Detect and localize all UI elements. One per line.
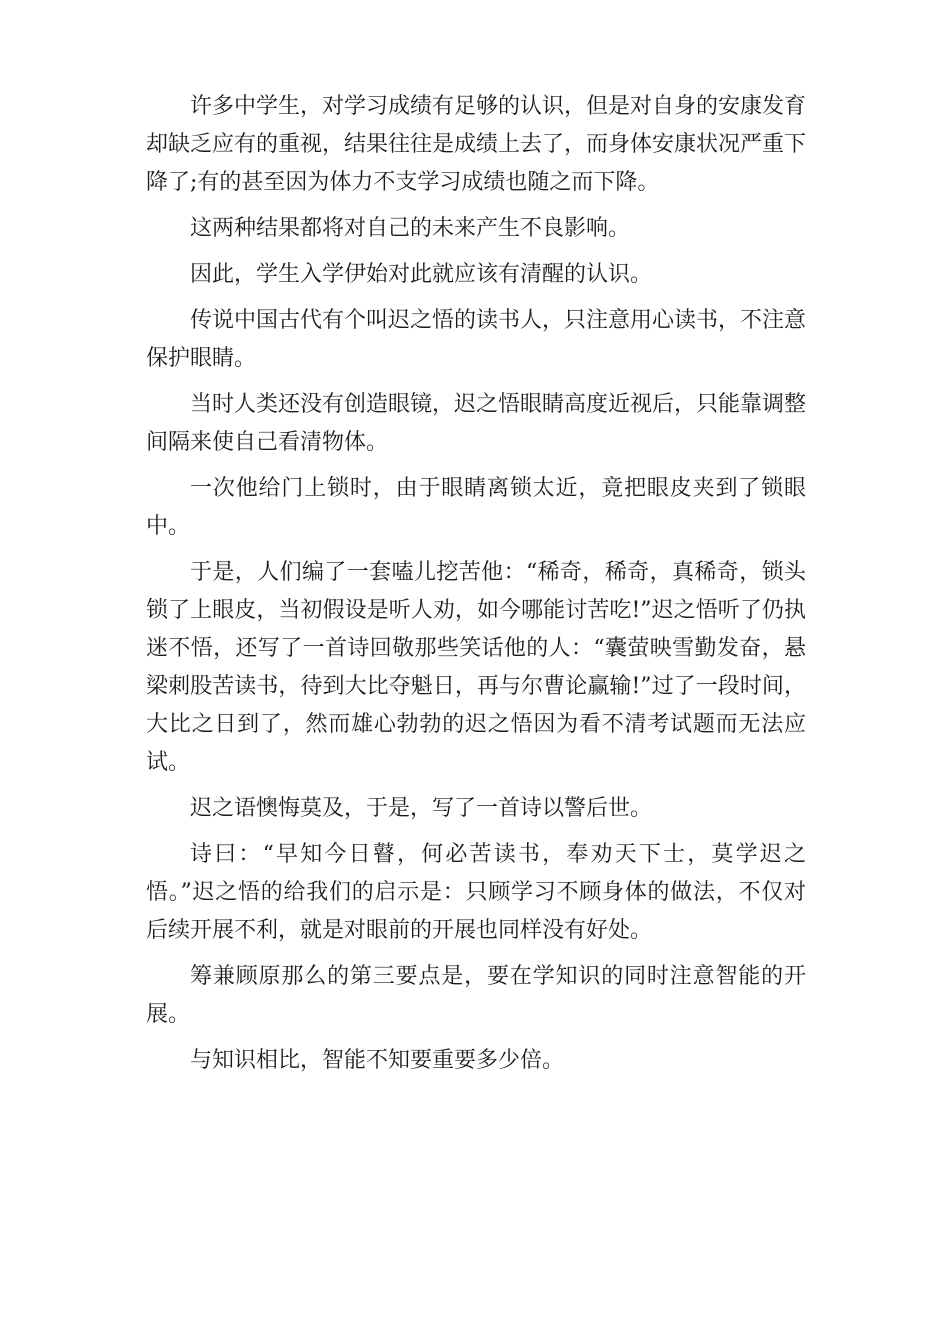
paragraph-3: 因此，学生入学伊始对此就应该有清醒的认识。 bbox=[190, 262, 653, 287]
paragraph-5: 当时人类还没有创造眼镜，迟之悟眼睛高度近视后，只能靠调整间隔来使自己看清物体。 bbox=[146, 392, 807, 455]
paragraph-1: 许多中学生，对学习成绩有足够的认识，但是对自身的安康发育却缺乏应有的重视，结果往往是成绩上去了，而身体安康状况严重下降了;有的甚至因为体力不支学习成绩也随之而下降。 bbox=[146, 94, 807, 195]
paragraph-6: 一次他给门上锁时，由于眼睛离锁太近，竟把眼皮夹到了锁眼中。 bbox=[146, 476, 806, 539]
paragraph-9: 诗曰：“早知今日瞽，何必苦读书，奉劝天下士，莫学迟之悟。”迟之悟的给我们的启示是：只顾学习不顾身体的做法，不仅对后续开展不利，就是对眼前的开展也同样没有好处。 bbox=[146, 842, 806, 943]
paragraph-4: 传说中国古代有个叫迟之悟的读书人，只注意用心读书，不注意保护眼睛。 bbox=[146, 308, 807, 371]
document-page bbox=[146, 88, 806, 1088]
paragraph-8: 迟之语懊悔莫及，于是，写了一首诗以警后世。 bbox=[190, 796, 653, 821]
paragraph-2: 这两种结果都将对自己的未来产生不良影响。 bbox=[190, 216, 631, 241]
paragraph-10: 筹兼顾原那么的第三要点是，要在学知识的同时注意智能的开展。 bbox=[146, 964, 806, 1027]
paragraph-7: 于是，人们编了一套嗑儿挖苦他：“稀奇，稀奇，真稀奇，锁头锁了上眼皮，当初假设是听人劝，如今哪能讨苦吃!”迟之悟听了仍执迷不悟，还写了一首诗回敬那些笑话他的人：“囊萤映雪勤发奋，悬梁刺股苦读书，待到大比夺魁日，再与尔曹论赢输!”过了一段时间，大比之日到了，然而雄心勃勃的迟之悟因为看不清考试题而无法应试。 bbox=[146, 560, 806, 775]
paragraph-11: 与知识相比，智能不知要重要多少倍。 bbox=[190, 1048, 565, 1073]
